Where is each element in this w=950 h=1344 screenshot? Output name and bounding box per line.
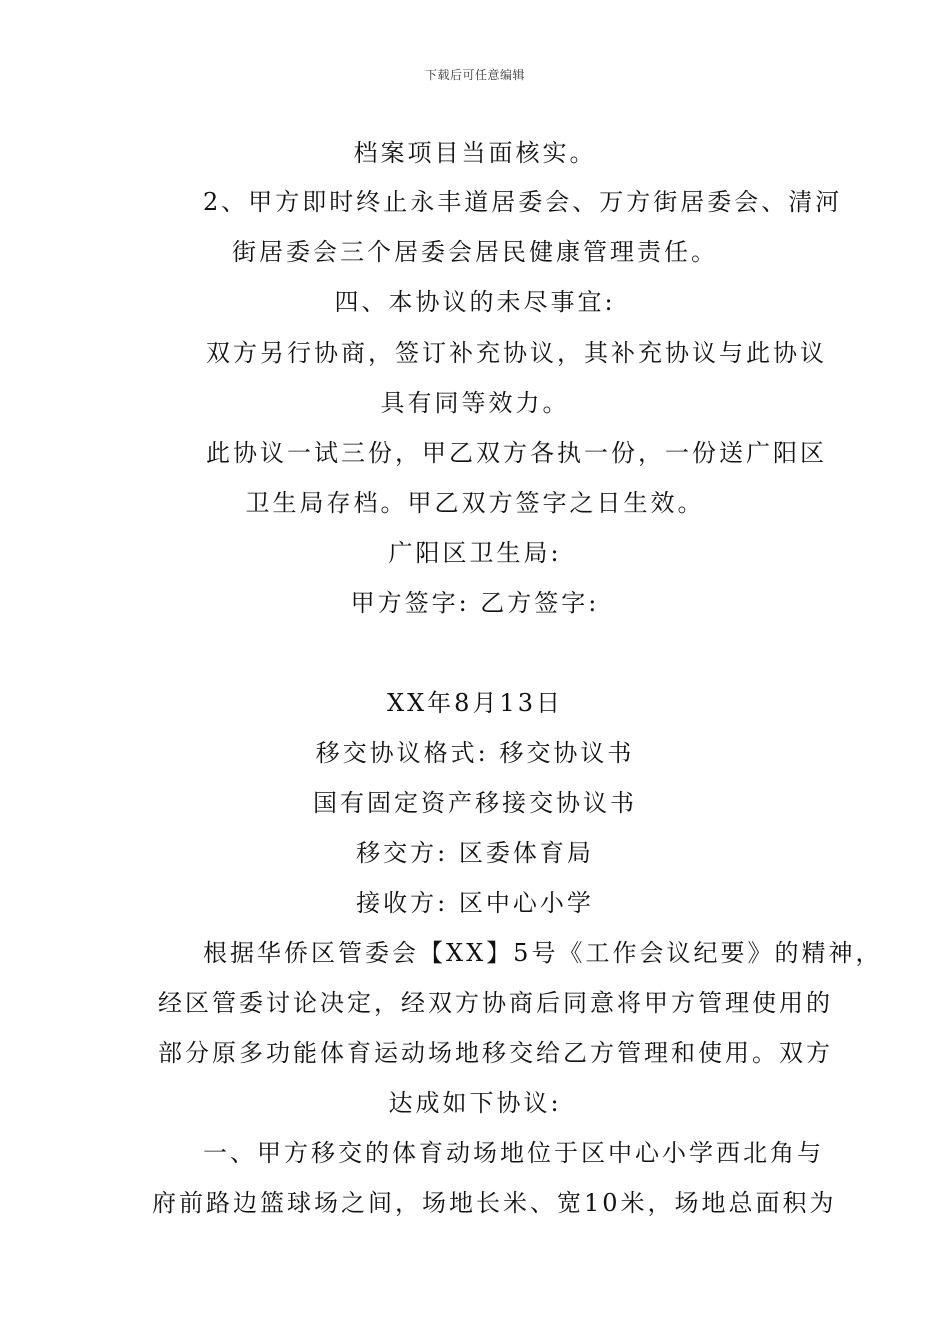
- transferor-line: 移交方: 区委体育局: [356, 839, 594, 867]
- text-line: 经区管委讨论决定，经双方协商后同意将甲方管理使用的: [158, 989, 833, 1017]
- text-line: 具有同等效力。: [380, 389, 570, 417]
- text-line: 部分原多功能体育运动场地移交给乙方管理和使用。双方: [158, 1039, 833, 1067]
- document-title: 国有固定资产移接交协议书: [313, 789, 637, 817]
- text-line: 2、甲方即时终止永丰道居委会、万方街居委会、清河: [203, 188, 843, 216]
- text-line: 街居委会三个居委会居民健康管理责任。: [232, 238, 718, 266]
- text-line: 档案项目当面核实。: [353, 139, 597, 167]
- receiver-line: 接收方: 区中心小学: [356, 889, 594, 917]
- text-line: 卫生局存档。甲乙双方签字之日生效。: [245, 489, 705, 517]
- date-line: XX年8月13日: [387, 689, 563, 717]
- organization-name: 广阳区卫生局:: [388, 539, 562, 567]
- text-line: 一、甲方移交的体育动场地位于区中心小学西北角与: [203, 1139, 824, 1167]
- text-line: 府前路边篮球场之间，场地长米、宽10米，场地总面积为: [152, 1189, 837, 1217]
- page-header: 下载后可任意编辑: [424, 68, 525, 82]
- text-line: 移交协议格式: 移交协议书: [315, 739, 635, 767]
- text-line: 此协议一试三份，甲乙双方各执一份，一份送广阳区: [206, 439, 827, 467]
- text-line: 双方另行协商，签订补充协议，其补充协议与此协议: [206, 339, 827, 367]
- signature-line: 甲方签字: 乙方签字:: [350, 589, 600, 617]
- text-line: 根据华侨区管委会【XX】5号《工作会议纪要》的精神，: [203, 939, 883, 967]
- text-line: 达成如下协议:: [388, 1089, 562, 1117]
- section-heading: 四、本协议的未尽事宜:: [334, 288, 616, 316]
